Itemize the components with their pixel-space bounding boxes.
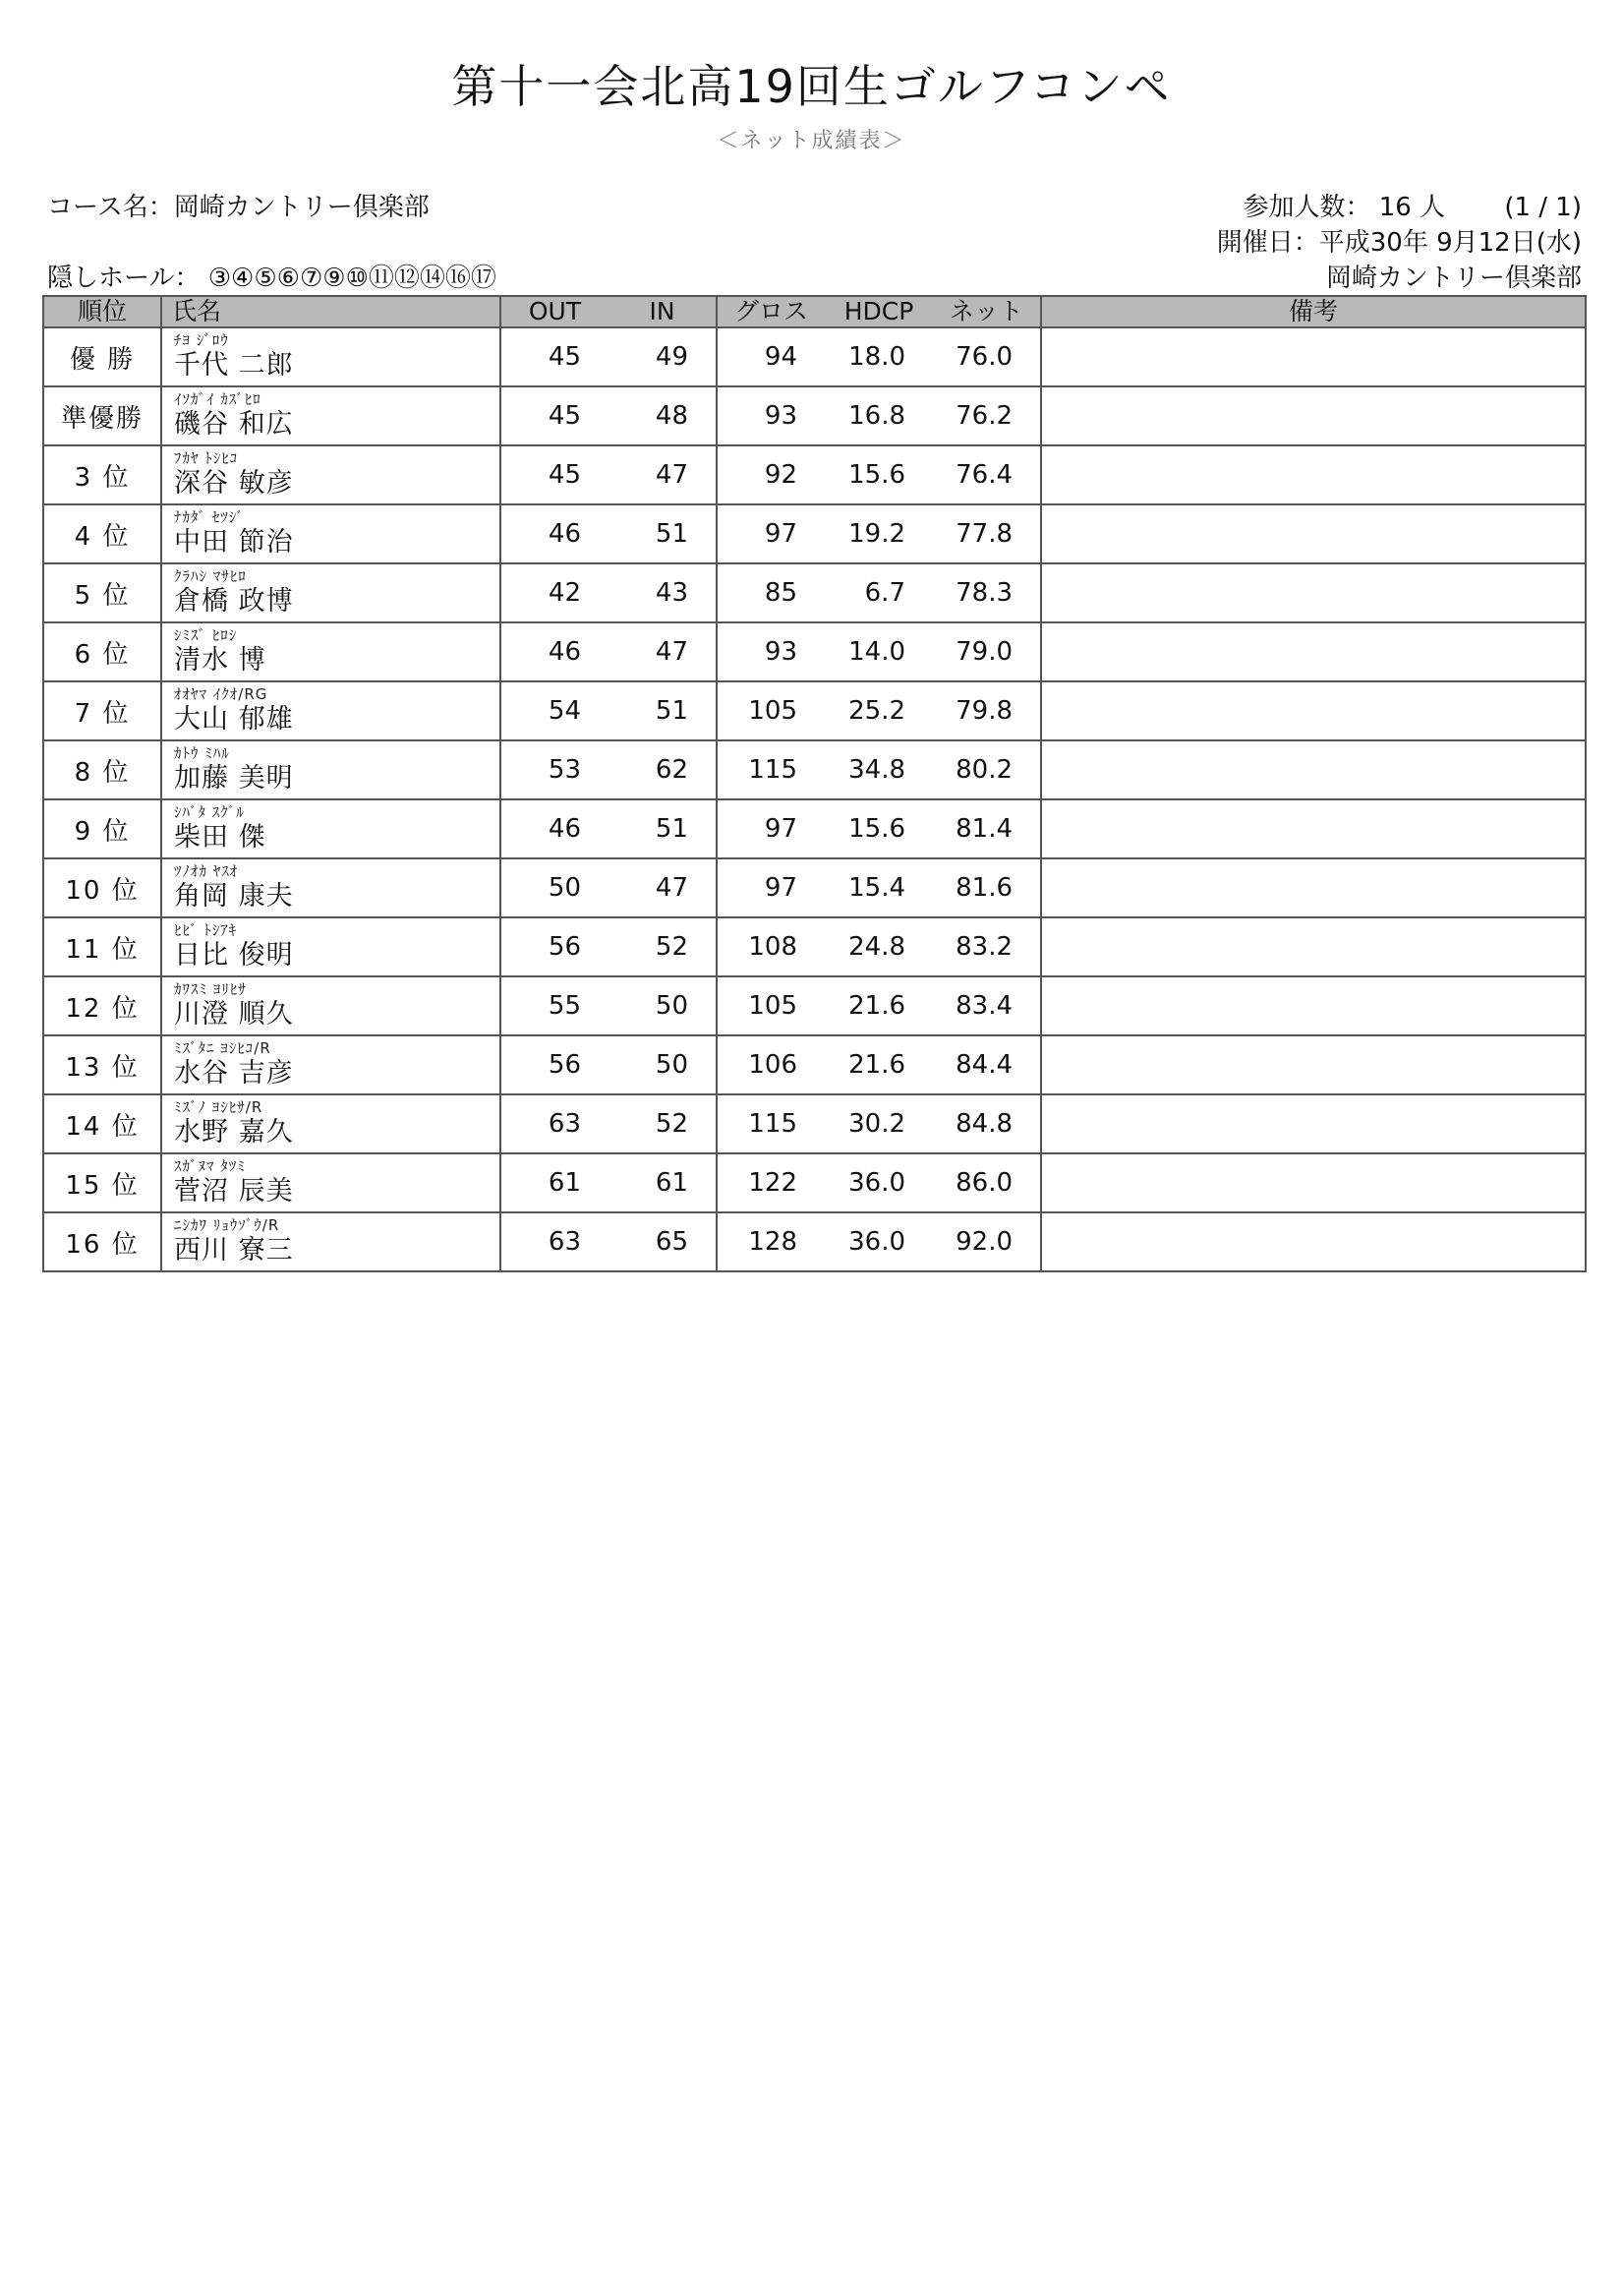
venue-name: 岡崎カントリー倶楽部 (1325, 264, 1582, 293)
participant-count: 参加人数： 16 人 (1 / 1) (1243, 193, 1582, 222)
table-row (43, 504, 1586, 563)
out-cell: 56 (500, 1035, 609, 1094)
out-cell: 45 (500, 386, 609, 445)
table-row (43, 445, 1586, 504)
in-cell: 47 (609, 445, 717, 504)
remarks-cell (1041, 1212, 1586, 1271)
table-row (43, 1153, 1586, 1212)
hdcp-cell: 16.8 (825, 386, 933, 445)
net-cell: 84.8 (933, 1094, 1041, 1153)
net-cell: 86.0 (933, 1153, 1041, 1212)
in-cell: 47 (609, 858, 717, 917)
table-row (43, 799, 1586, 858)
hdcp-cell: 21.6 (825, 976, 933, 1035)
gross-cell: 93 (717, 386, 825, 445)
name-kana: ｲｿｶﾞｲ ｶｽﾞﾋﾛ (174, 390, 261, 408)
in-cell: 51 (609, 681, 717, 740)
name-cell (161, 976, 500, 1035)
name-kanji: 菅沼 辰美 (174, 1176, 294, 1207)
hidden-holes: 隠しホール： ③④⑤⑥⑦⑨⑩⑪⑫⑭⑯⑰ (47, 264, 496, 293)
header-rank: 順位 (43, 296, 161, 327)
table-row (43, 563, 1586, 622)
net-cell: 76.2 (933, 386, 1041, 445)
name-kana: ｽｶﾞﾇﾏ ﾀﾂﾐ (174, 1157, 246, 1175)
remarks-cell (1041, 740, 1586, 799)
hdcp-cell: 15.6 (825, 445, 933, 504)
out-cell: 46 (500, 622, 609, 681)
name-kana: ｸﾗﾊｼ ﾏｻﾋﾛ (174, 567, 247, 585)
header-in: IN (609, 296, 717, 327)
rank-cell: 10 位 (43, 858, 161, 917)
out-cell: 53 (500, 740, 609, 799)
gross-cell: 93 (717, 622, 825, 681)
name-kanji: 水谷 吉彦 (174, 1058, 294, 1089)
hdcp-cell: 6.7 (825, 563, 933, 622)
name-kana: ﾐｽﾞﾀﾆ ﾖｼﾋｺ/R (174, 1039, 271, 1057)
out-cell: 42 (500, 563, 609, 622)
name-cell (161, 504, 500, 563)
gross-cell: 128 (717, 1212, 825, 1271)
name-kana: ﾆｼｶﾜ ﾘｮｳｿﾞｳ/R (174, 1216, 280, 1234)
rank-cell: 3 位 (43, 445, 161, 504)
out-cell: 45 (500, 327, 609, 386)
net-cell: 84.4 (933, 1035, 1041, 1094)
remarks-cell (1041, 1153, 1586, 1212)
table-row (43, 1035, 1586, 1094)
hdcp-cell: 25.2 (825, 681, 933, 740)
out-cell: 55 (500, 976, 609, 1035)
in-cell: 50 (609, 1035, 717, 1094)
header-name: 氏名 (161, 296, 500, 327)
name-kanji: 柴田 傑 (174, 822, 266, 853)
table-row (43, 917, 1586, 976)
name-kana: ｵｵﾔﾏ ｲｸｵ/RG (174, 685, 268, 703)
out-cell: 45 (500, 445, 609, 504)
hdcp-cell: 36.0 (825, 1212, 933, 1271)
header-out: OUT (500, 296, 609, 327)
net-cell: 77.8 (933, 504, 1041, 563)
table-row (43, 386, 1586, 445)
in-cell: 62 (609, 740, 717, 799)
out-cell: 61 (500, 1153, 609, 1212)
gross-cell: 115 (717, 1094, 825, 1153)
rank-cell: 7 位 (43, 681, 161, 740)
table-row (43, 622, 1586, 681)
rank-cell: 13 位 (43, 1035, 161, 1094)
remarks-cell (1041, 799, 1586, 858)
remarks-cell (1041, 563, 1586, 622)
table-row (43, 1094, 1586, 1153)
name-cell (161, 917, 500, 976)
name-kana: ｼﾐｽﾞ ﾋﾛｼ (174, 626, 238, 644)
name-kanji: 清水 博 (174, 645, 266, 676)
out-cell: 46 (500, 504, 609, 563)
name-kana: ﾋﾋﾞ ﾄｼｱｷ (174, 921, 238, 939)
table-row (43, 327, 1586, 386)
course-name: コース名：岡崎カントリー倶楽部 (47, 193, 430, 222)
name-kanji: 千代 二郎 (174, 350, 294, 381)
gross-cell: 92 (717, 445, 825, 504)
name-cell (161, 622, 500, 681)
name-cell (161, 740, 500, 799)
table-header-row (43, 296, 1586, 327)
in-cell: 43 (609, 563, 717, 622)
net-cell: 79.0 (933, 622, 1041, 681)
in-cell: 52 (609, 917, 717, 976)
results-table (42, 295, 1587, 1272)
table-row (43, 681, 1586, 740)
rank-cell: 14 位 (43, 1094, 161, 1153)
header-remarks: 備考 (1041, 296, 1586, 327)
name-cell (161, 681, 500, 740)
rank-cell: 4 位 (43, 504, 161, 563)
name-kanji: 大山 郁雄 (174, 704, 294, 735)
in-cell: 65 (609, 1212, 717, 1271)
name-kana: ｼﾊﾞﾀ ｽｸﾞﾙ (174, 803, 245, 821)
table-row (43, 858, 1586, 917)
net-cell: 76.4 (933, 445, 1041, 504)
name-cell (161, 1094, 500, 1153)
out-cell: 46 (500, 799, 609, 858)
name-kana: ﾁﾖ ｼﾞﾛｳ (174, 331, 229, 349)
hdcp-cell: 18.0 (825, 327, 933, 386)
rank-cell: 5 位 (43, 563, 161, 622)
in-cell: 48 (609, 386, 717, 445)
out-cell: 50 (500, 858, 609, 917)
gross-cell: 108 (717, 917, 825, 976)
hdcp-cell: 21.6 (825, 1035, 933, 1094)
gross-cell: 94 (717, 327, 825, 386)
rank-cell: 優 勝 (43, 327, 161, 386)
name-kana: ｶﾜｽﾐ ﾖﾘﾋｻ (174, 980, 247, 998)
net-cell: 81.4 (933, 799, 1041, 858)
table-row (43, 1212, 1586, 1271)
out-cell: 56 (500, 917, 609, 976)
rank-cell: 準優勝 (43, 386, 161, 445)
name-cell (161, 1153, 500, 1212)
in-cell: 61 (609, 1153, 717, 1212)
net-cell: 80.2 (933, 740, 1041, 799)
net-cell: 83.2 (933, 917, 1041, 976)
table-row (43, 976, 1586, 1035)
remarks-cell (1041, 1035, 1586, 1094)
name-kana: ｶﾄｳ ﾐﾊﾙ (174, 744, 230, 762)
remarks-cell (1041, 327, 1586, 386)
name-cell (161, 1035, 500, 1094)
net-cell: 81.6 (933, 858, 1041, 917)
gross-cell: 122 (717, 1153, 825, 1212)
name-kanji: 水野 嘉久 (174, 1117, 294, 1148)
in-cell: 51 (609, 799, 717, 858)
name-kanji: 磯谷 和広 (174, 409, 294, 440)
remarks-cell (1041, 504, 1586, 563)
name-kanji: 倉橋 政博 (174, 586, 294, 617)
name-cell (161, 445, 500, 504)
header-net: ネット (933, 296, 1041, 327)
rank-cell: 16 位 (43, 1212, 161, 1271)
hdcp-cell: 15.6 (825, 799, 933, 858)
net-cell: 79.8 (933, 681, 1041, 740)
rank-cell: 15 位 (43, 1153, 161, 1212)
gross-cell: 115 (717, 740, 825, 799)
gross-cell: 105 (717, 976, 825, 1035)
gross-cell: 85 (717, 563, 825, 622)
name-cell (161, 386, 500, 445)
name-kana: ﾅｶﾀﾞ ｾﾂｼﾞ (174, 508, 245, 526)
hdcp-cell: 14.0 (825, 622, 933, 681)
hdcp-cell: 15.4 (825, 858, 933, 917)
gross-cell: 97 (717, 858, 825, 917)
name-cell (161, 327, 500, 386)
net-cell: 76.0 (933, 327, 1041, 386)
in-cell: 50 (609, 976, 717, 1035)
header-gross: グロス (717, 296, 825, 327)
name-kanji: 日比 俊明 (174, 940, 294, 971)
remarks-cell (1041, 917, 1586, 976)
hdcp-cell: 19.2 (825, 504, 933, 563)
net-cell: 78.3 (933, 563, 1041, 622)
remarks-cell (1041, 976, 1586, 1035)
name-cell (161, 563, 500, 622)
gross-cell: 97 (717, 799, 825, 858)
page-title: 第十一会北高19回生ゴルフコンペ (451, 60, 1172, 113)
header-hdcp: HDCP (825, 296, 933, 327)
in-cell: 52 (609, 1094, 717, 1153)
name-kana: ﾐｽﾞﾉ ﾖｼﾋｻ/R (174, 1098, 263, 1116)
remarks-cell (1041, 386, 1586, 445)
gross-cell: 106 (717, 1035, 825, 1094)
net-cell: 83.4 (933, 976, 1041, 1035)
hdcp-cell: 34.8 (825, 740, 933, 799)
net-cell: 92.0 (933, 1212, 1041, 1271)
name-kana: ﾂﾉｵｶ ﾔｽｵ (174, 862, 239, 880)
name-kanji: 加藤 美明 (174, 763, 294, 794)
table-row (43, 740, 1586, 799)
remarks-cell (1041, 622, 1586, 681)
gross-cell: 97 (717, 504, 825, 563)
rank-cell: 8 位 (43, 740, 161, 799)
name-kana: ﾌｶﾔ ﾄｼﾋｺ (174, 449, 239, 467)
remarks-cell (1041, 445, 1586, 504)
name-kanji: 深谷 敏彦 (174, 468, 294, 499)
out-cell: 54 (500, 681, 609, 740)
hdcp-cell: 24.8 (825, 917, 933, 976)
in-cell: 49 (609, 327, 717, 386)
name-kanji: 中田 節治 (174, 527, 294, 558)
out-cell: 63 (500, 1212, 609, 1271)
in-cell: 51 (609, 504, 717, 563)
name-cell (161, 799, 500, 858)
name-kanji: 川澄 順久 (174, 999, 294, 1030)
remarks-cell (1041, 1094, 1586, 1153)
name-cell (161, 1212, 500, 1271)
name-kanji: 西川 寮三 (174, 1235, 294, 1266)
page-subtitle: ＜ネット成績表＞ (717, 129, 906, 153)
name-kanji: 角岡 康夫 (174, 881, 294, 912)
remarks-cell (1041, 681, 1586, 740)
rank-cell: 9 位 (43, 799, 161, 858)
hdcp-cell: 36.0 (825, 1153, 933, 1212)
hdcp-cell: 30.2 (825, 1094, 933, 1153)
event-date: 開催日：平成30年 9月12日(水) (1216, 228, 1582, 258)
rank-cell: 6 位 (43, 622, 161, 681)
gross-cell: 105 (717, 681, 825, 740)
rank-cell: 11 位 (43, 917, 161, 976)
out-cell: 63 (500, 1094, 609, 1153)
in-cell: 47 (609, 622, 717, 681)
name-cell (161, 858, 500, 917)
remarks-cell (1041, 858, 1586, 917)
rank-cell: 12 位 (43, 976, 161, 1035)
